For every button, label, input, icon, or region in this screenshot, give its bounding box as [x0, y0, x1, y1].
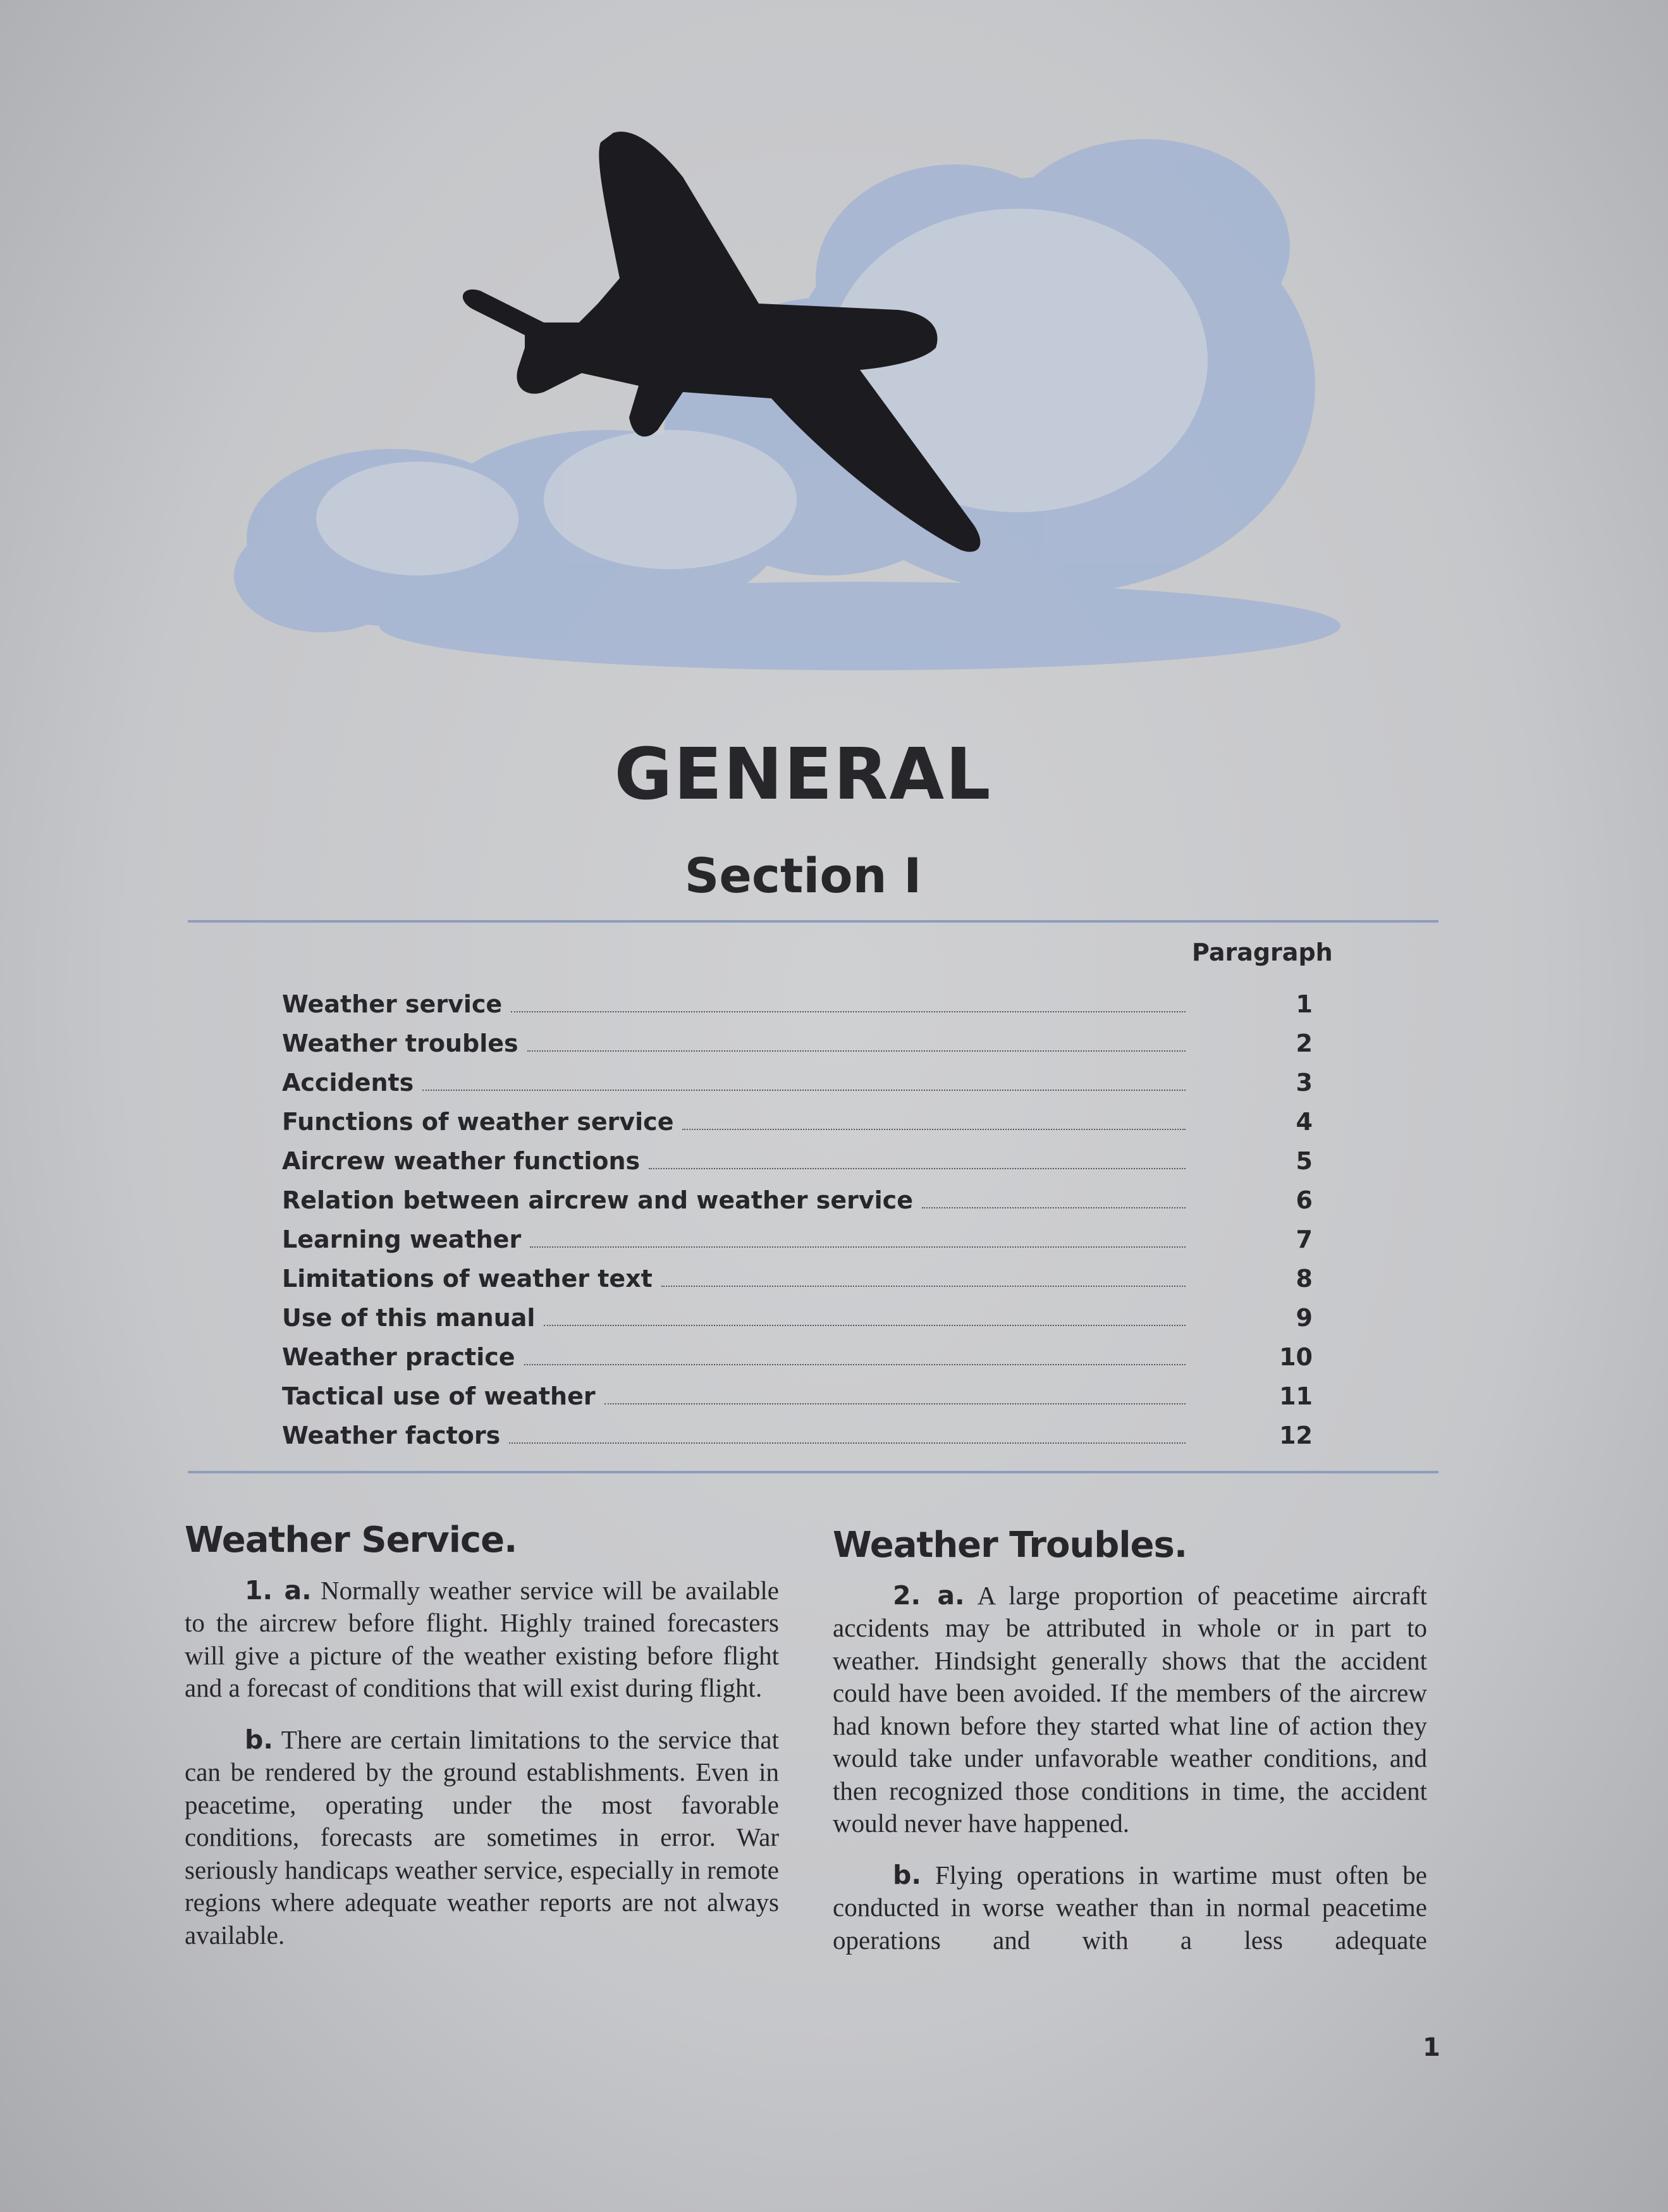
toc-entry-label: Use of this manual [282, 1304, 536, 1332]
toc-entry-number: 2 [1296, 1029, 1313, 1057]
column-weather-troubles [833, 1525, 1427, 1975]
toc-entry-label: Functions of weather service [282, 1108, 674, 1136]
dot-leader [682, 1129, 1186, 1130]
airplane-cloud-illustration [228, 120, 1391, 689]
toc-entry-number: 4 [1296, 1108, 1313, 1136]
toc-entry [282, 1304, 1319, 1343]
dot-leader [524, 1364, 1186, 1365]
paragraph-number: 1. a. [245, 1575, 312, 1606]
toc-entry-number: 7 [1296, 1226, 1313, 1253]
toc-entry-label: Weather troubles [282, 1029, 518, 1057]
dot-leader [509, 1442, 1186, 1444]
divider [188, 1471, 1438, 1473]
dot-leader [511, 1011, 1186, 1012]
paragraph-text: A large proportion of peacetime aircraft accidents may be attributed in whole or in part to weather. Hindsight generally shows that the accident could have been avoided. If the members of the aircrew had known before they started what line of action they would take under unfavorable weather conditions, and then recognized those conditions in time, the accident would never have happened. [833, 1580, 1427, 1838]
dot-leader [649, 1168, 1186, 1169]
toc-entry-number: 5 [1296, 1147, 1313, 1175]
toc-entry-label: Relation between aircrew and weather service [282, 1186, 913, 1214]
paragraph [833, 1580, 1427, 1840]
toc-entry-number: 3 [1296, 1069, 1313, 1097]
toc-entry-label: Weather practice [282, 1343, 515, 1371]
toc-entry-number: 10 [1279, 1343, 1313, 1371]
toc-entry-number: 6 [1296, 1186, 1313, 1214]
toc-entry-label: Accidents [282, 1069, 414, 1097]
section-heading: Weather Troubles. [833, 1525, 1187, 1566]
paragraph [185, 1724, 779, 1952]
section-title: Section I [684, 847, 922, 904]
toc-entry [282, 1147, 1319, 1186]
paragraph-text: Normally weather service will be available to the aircrew before flight. Highly trained forecasters will give a picture of the weather existing before flight and a forecast of conditions that will exist during flight. [185, 1575, 780, 1702]
paragraph-number: b. [893, 1859, 921, 1890]
toc-entry [282, 1108, 1319, 1147]
toc-entry-label: Learning weather [282, 1226, 522, 1253]
table-of-contents [282, 990, 1319, 1461]
page-number: 1 [1423, 2033, 1440, 2062]
toc-column-header: Paragraph [1192, 938, 1333, 966]
toc-entry [282, 1265, 1319, 1304]
paragraph-number: b. [245, 1724, 273, 1755]
dot-leader [604, 1403, 1186, 1404]
column-weather-service [185, 1520, 780, 1970]
paragraph-number: 2. a. [893, 1580, 965, 1611]
dot-leader [527, 1050, 1186, 1052]
paragraph [185, 1575, 779, 1705]
paragraph [833, 1859, 1427, 1957]
section-heading: Weather Service. [185, 1520, 517, 1561]
dot-leader [422, 1090, 1186, 1091]
toc-entry [282, 1029, 1319, 1069]
toc-entry-number: 9 [1296, 1304, 1313, 1332]
page-title: GENERAL [614, 734, 992, 816]
dot-leader [661, 1286, 1186, 1287]
toc-entry-label: Aircrew weather functions [282, 1147, 641, 1175]
toc-entry [282, 1226, 1319, 1265]
toc-entry [282, 1186, 1319, 1226]
toc-entry-number: 12 [1279, 1422, 1313, 1449]
toc-entry [282, 1382, 1319, 1422]
divider [188, 920, 1438, 923]
toc-entry-number: 11 [1279, 1382, 1313, 1410]
toc-entry-label: Weather service [282, 990, 503, 1018]
paragraph-text: There are certain limitations to the service that can be rendered by the ground establishments. Even in peacetime, operating under the most favorable conditions, forecasts are sometimes in error. War seriously handicaps weather service, especially in remote regions where adequate weather reports are not always available. [185, 1724, 779, 1950]
toc-entry [282, 1343, 1319, 1382]
toc-entry [282, 1069, 1319, 1108]
toc-entry-label: Tactical use of weather [282, 1382, 596, 1410]
toc-entry-label: Weather factors [282, 1422, 501, 1449]
toc-entry-label: Limitations of weather text [282, 1265, 653, 1293]
toc-entry [282, 990, 1319, 1029]
toc-entry-number: 1 [1296, 990, 1313, 1018]
toc-entry-number: 8 [1296, 1265, 1313, 1293]
paragraph-text: Flying operations in wartime must often be conducted in worse weather than in normal peacetime operations and with a less adequate [833, 1860, 1427, 1955]
dot-leader [922, 1207, 1186, 1208]
dot-leader [544, 1325, 1186, 1326]
dot-leader [530, 1246, 1186, 1248]
toc-entry [282, 1422, 1319, 1461]
